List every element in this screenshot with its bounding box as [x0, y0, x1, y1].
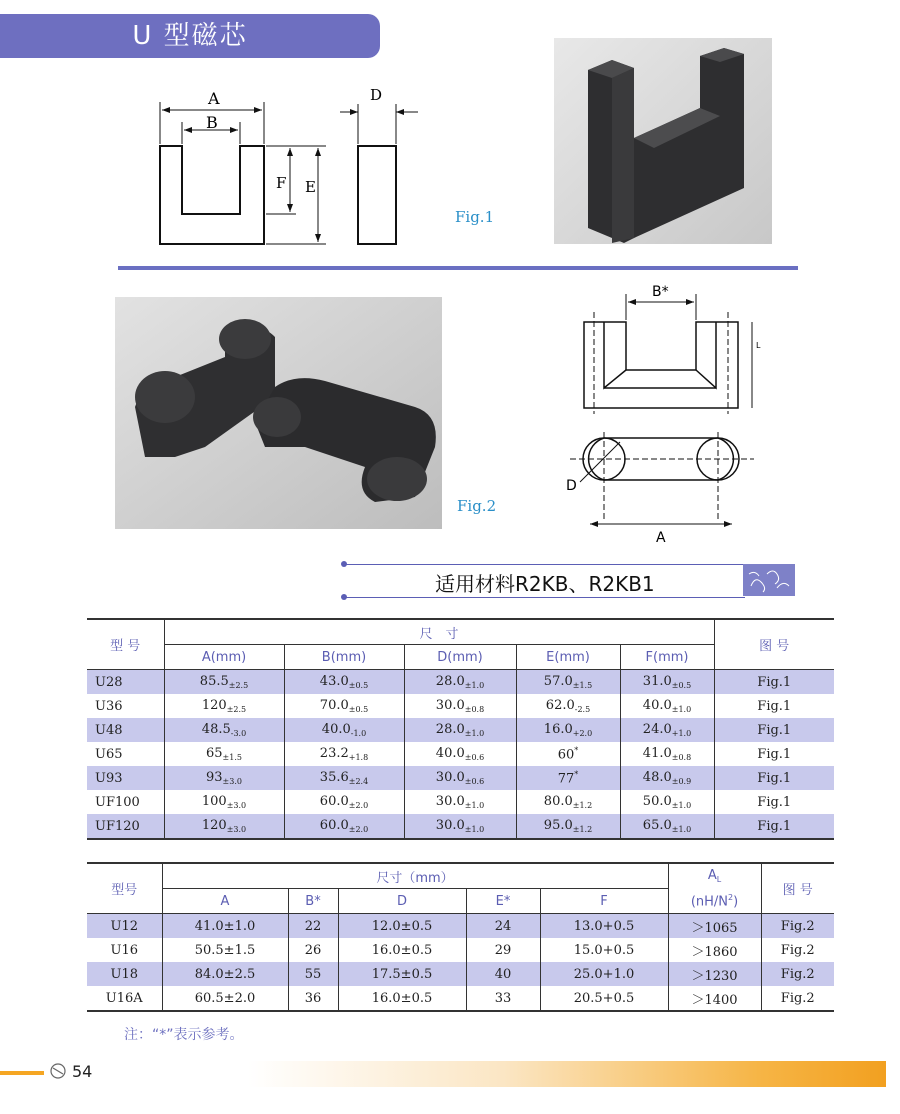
cell-e: 24: [466, 914, 540, 939]
cell-f: 13.0+0.5: [540, 914, 668, 939]
table-row: [87, 986, 834, 1011]
cell-e: 33: [466, 986, 540, 1011]
cell-e: $16.0_{+2.0}$: [516, 718, 620, 742]
cell-b: 22: [288, 914, 338, 939]
page-title: U 型磁芯: [0, 14, 380, 58]
cell-a: 60.5±2.0: [162, 986, 288, 1011]
cell-e: $95.0_{\pm 1.2}$: [516, 814, 620, 839]
header2-f: F: [540, 889, 668, 914]
cell-a: 41.0±1.0: [162, 914, 288, 939]
table-row: [87, 790, 834, 814]
header2-a: A: [162, 889, 288, 914]
cell-a: 84.0±2.5: [162, 962, 288, 986]
cell-fig: Fig.1: [714, 790, 834, 814]
cell-fig: Fig.2: [761, 914, 834, 939]
cell-al: ＞1065: [668, 914, 761, 939]
cell-b: $60.0_{\pm 2.0}$: [284, 814, 404, 839]
cell-fig: Fig.2: [761, 938, 834, 962]
cell-model: U28: [87, 670, 164, 695]
cell-b: $40.0_{-1.0}$: [284, 718, 404, 742]
cell-b: $35.6_{\pm 2.4}$: [284, 766, 404, 790]
section-divider: [118, 266, 798, 270]
header2-d: D: [338, 889, 466, 914]
header2-b: B*: [288, 889, 338, 914]
cell-fig: Fig.1: [714, 694, 834, 718]
cell-d: 12.0±0.5: [338, 914, 466, 939]
footer-accent-line: [0, 1071, 44, 1075]
cell-fig: Fig.1: [714, 766, 834, 790]
header2-size: 尺寸（mm）: [162, 863, 668, 889]
cell-fig: Fig.1: [714, 718, 834, 742]
cell-b: 36: [288, 986, 338, 1011]
cell-al: ＞1400: [668, 986, 761, 1011]
table-row: [87, 670, 834, 695]
fig1-drawing: [150, 82, 430, 252]
material-banner: [335, 560, 795, 600]
table-row: [87, 814, 834, 839]
cell-f: 25.0+1.0: [540, 962, 668, 986]
header-d: D(mm): [404, 645, 516, 670]
cell-e: $80.0_{\pm 1.2}$: [516, 790, 620, 814]
cell-a: $120_{\pm 2.5}$: [164, 694, 284, 718]
cell-model: UF120: [87, 814, 164, 839]
cell-a: $85.5_{\pm 2.5}$: [164, 670, 284, 695]
table-row: [87, 914, 834, 939]
fig2-label: Fig.2: [457, 497, 497, 515]
cell-fig: Fig.1: [714, 814, 834, 839]
cell-d: $30.0_{\pm 1.0}$: [404, 814, 516, 839]
table-row: [87, 694, 834, 718]
cell-e: 29: [466, 938, 540, 962]
cell-b: $70.0_{\pm 0.5}$: [284, 694, 404, 718]
cell-f: 15.0+0.5: [540, 938, 668, 962]
cell-b: 26: [288, 938, 338, 962]
fig1-label: Fig.1: [455, 208, 495, 226]
cell-fig: Fig.1: [714, 670, 834, 695]
cell-model: U16A: [105, 990, 143, 1006]
cell-b: 55: [288, 962, 338, 986]
cell-a: $65_{\pm 1.5}$: [164, 742, 284, 766]
cell-e: 77*: [516, 766, 620, 790]
cell-f: $41.0_{\pm 0.8}$: [620, 742, 714, 766]
decorative-pattern: [743, 564, 795, 596]
cell-d: $30.0_{\pm 0.8}$: [404, 694, 516, 718]
cell-a: $100_{\pm 3.0}$: [164, 790, 284, 814]
footnote: 注：“*”表示参考。: [124, 1027, 244, 1043]
dim-b-label: B: [206, 113, 218, 132]
cell-e: $57.0_{\pm 1.5}$: [516, 670, 620, 695]
cell-model: U48: [87, 718, 164, 742]
dim-e-label: E: [305, 178, 316, 196]
cell-a: $48.5_{-3.0}$: [164, 718, 284, 742]
cell-fig: Fig.2: [761, 962, 834, 986]
cell-model: U65: [95, 746, 123, 762]
cell-a: $120_{\pm 3.0}$: [164, 814, 284, 839]
cell-f: $24.0_{+1.0}$: [620, 718, 714, 742]
page-logo-icon: [50, 1063, 66, 1079]
dim-f-label: F: [276, 174, 287, 192]
cell-b: $23.2_{+1.8}$: [284, 742, 404, 766]
page-number: 54: [72, 1062, 93, 1081]
header-a: A(mm): [164, 645, 284, 670]
spec-table-fig1: [87, 618, 834, 840]
cell-fig: Fig.1: [714, 742, 834, 766]
footer-gradient-bar: [248, 1061, 886, 1087]
header-b: B(mm): [284, 645, 404, 670]
cell-d: $30.0_{\pm 0.6}$: [404, 766, 516, 790]
cell-e: 40: [466, 962, 540, 986]
fig2-photo: [115, 297, 442, 529]
dim-b-star-label: B*: [652, 284, 669, 300]
dim-d-label: D: [370, 86, 383, 104]
table-row: [87, 938, 834, 962]
material-text: 适用材料R2KB、R2KB1: [435, 572, 655, 596]
dim-d2-label: D: [566, 478, 577, 494]
dim-l-label: L: [756, 341, 761, 350]
header-model: 型 号: [87, 619, 164, 670]
cell-b: $60.0_{\pm 2.0}$: [284, 790, 404, 814]
cell-e: $62.0_{-2.5}$: [516, 694, 620, 718]
header-f: F(mm): [620, 645, 714, 670]
fig1-photo: [554, 38, 772, 244]
header2-model: 型号: [87, 863, 162, 914]
cell-d: 17.5±0.5: [338, 962, 466, 986]
cell-d: $28.0_{\pm 1.0}$: [404, 670, 516, 695]
dim-a2-label: A: [656, 530, 666, 544]
cell-d: 16.0±0.5: [338, 938, 466, 962]
cell-f: $40.0_{\pm 1.0}$: [620, 694, 714, 718]
dim-a-label: A: [208, 89, 220, 108]
fig2-drawing: [560, 282, 770, 544]
cell-model: U93: [87, 766, 164, 790]
cell-model: U36: [95, 698, 123, 714]
header2-e: E*: [466, 889, 540, 914]
header2-fig: 图 号: [761, 863, 834, 914]
table-row: [87, 718, 834, 742]
cell-f: $31.0_{\pm 0.5}$: [620, 670, 714, 695]
cell-f: 20.5+0.5: [540, 986, 668, 1011]
cell-model: UF100: [95, 794, 140, 810]
cell-al: ＞1860: [668, 938, 761, 962]
cell-model: U18: [87, 962, 162, 986]
cell-f: $50.0_{\pm 1.0}$: [620, 790, 714, 814]
cell-a: 50.5±1.5: [162, 938, 288, 962]
cell-d: 16.0±0.5: [338, 986, 466, 1011]
cell-e: 60*: [516, 742, 620, 766]
spec-table-fig2: [87, 862, 834, 1012]
header2-al: $A_L$: [668, 863, 761, 889]
cell-fig: Fig.2: [761, 986, 834, 1011]
header-fig: 图 号: [714, 619, 834, 670]
cell-d: $40.0_{\pm 0.6}$: [404, 742, 516, 766]
cell-model: U12: [87, 914, 162, 939]
table-row: [87, 962, 834, 986]
header-e: E(mm): [516, 645, 620, 670]
cell-b: $43.0_{\pm 0.5}$: [284, 670, 404, 695]
table-row: [87, 742, 834, 766]
cell-f: $48.0_{\pm 0.9}$: [620, 766, 714, 790]
cell-al: ＞1230: [668, 962, 761, 986]
cell-d: $30.0_{\pm 1.0}$: [404, 790, 516, 814]
cell-model: U16: [110, 942, 138, 958]
cell-f: $65.0_{\pm 1.0}$: [620, 814, 714, 839]
cell-d: $28.0_{\pm 1.0}$: [404, 718, 516, 742]
header-size: 尺 寸: [164, 619, 714, 645]
header2-al-unit: $(nH/N^2)$: [668, 889, 761, 914]
cell-a: $93_{\pm 3.0}$: [164, 766, 284, 790]
table-row: [87, 766, 834, 790]
